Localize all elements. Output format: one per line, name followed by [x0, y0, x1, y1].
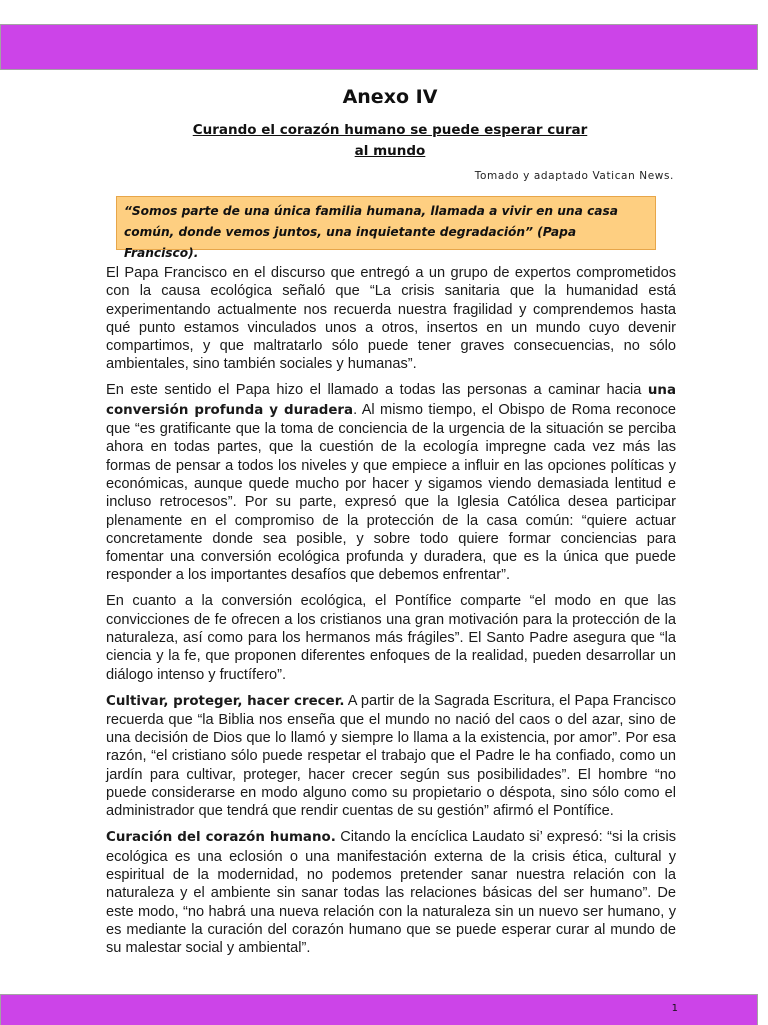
paragraph-1-text: El Papa Francisco en el discurso que entregó a un grupo de expertos comprometidos con la causa ecológica señaló que “La crisis sanitaria que la humanidad está experimentando actualmente nos recuerda nuestra fragilidad y comprendemos hasta qué punto estamos vinculados unos a otros, insertos en un mundo cuyo devenir compartimos, y que maltratarlo sólo puede tener graves consecuencias, no sólo ambientales, sino también sociales y humanas”. — [106, 265, 676, 373]
paragraph-4-text: A partir de la Sagrada Escritura, el Papa Francisco recuerda que “la Biblia nos enseña que el mundo no nació del caos o del azar, sino de una decisión de Dios que lo llamó y siempre lo llama a la existencia, por amor”. Por esa razón, “el cristiano sólo puede respetar el trabajo que el Padre le ha confiado, como un jardín para cultivar, proteger, hacer crecer según sus posibilidades”. El hombre “no puede considerarse en modo alguno como su propietario o déspota, sino sólo como el administrador que tendrá que rendir cuentas de su gestión” afirmó el Pontífice. — [106, 692, 676, 820]
article-body — [106, 264, 676, 965]
paragraph-3 — [106, 592, 676, 683]
page-subtitle: Curando el corazón humano se puede esperar curar al mundo — [192, 122, 588, 159]
page-title: Anexo IV — [342, 86, 438, 108]
paragraph-4-heading: Cultivar, proteger, hacer crecer. — [106, 693, 345, 709]
paragraph-3-text: En cuanto a la conversión ecológica, el Pontífice comparte “el modo en que las convicciones de fe ofrecen a los cristianos una gran motivación para la protección de la naturaleza, así como para los hermanos más frágiles”. El Santo Padre asegura que “la ciencia y la fe, que proponen diferentes enfoques de la realidad, pueden desarrollar un diálogo intenso y fructífero”. — [106, 593, 676, 683]
paragraph-2-emphasis: una conversión profunda y duradera — [106, 383, 676, 418]
paragraph-5-text: Citando la encíclica Laudato si’ expresó: “si la crisis ecológica es una eclosión o una manifestación externa de la crisis ética, cultural y espiritual de la modernidad, no podemos pretender sanar nuestra relación con la naturaleza y el ambiente sin sanar todas las relaciones básicas del ser humano”. De este modo, “no habrá una nueva relación con la naturaleza sin un nuevo ser humano, y es mediante la curación del corazón humano que se puede esperar curar al mundo de su malestar social y ambiental”. — [106, 829, 677, 957]
paragraph-1 — [106, 264, 676, 374]
paragraph-2-text-end: . Al mismo tiempo, el Obispo de Roma reconoce que “es gratificante que la toma de conciencia de la urgencia de la situación se perciba ahora en todas partes, que la cuestión de la ecología impregne cada vez más las formas de pensar a todos los niveles y que empiece a influir en las opciones políticas y económicas, aunque quede mucho por hacer y sigamos viendo demasiada lentitud e incluso retrocesos”. Por su parte, expresó que la Iglesia Católica desea participar plenamente en el compromiso de la protección de la casa común: “quiere actuar concretamente donde sea posible, y sobre todo quiere formar conciencias para fomentar una conversión ecológica profunda y duradera, que es la única que puede responder a los importantes desafíos que debemos enfrentar”. — [106, 401, 676, 584]
paragraph-2-text-start: En este sentido el Papa hizo el llamado a todas las personas a caminar hacia — [106, 382, 648, 399]
paragraph-5 — [106, 828, 676, 957]
source-attribution: Tomado y adaptado Vatican News. — [474, 170, 674, 182]
footer-band — [0, 994, 758, 1025]
paragraph-5-heading: Curación del corazón humano. — [106, 830, 336, 846]
header-band — [0, 24, 758, 70]
paragraph-2 — [106, 381, 676, 584]
quote-box — [116, 196, 656, 260]
quote-text: “Somos parte de una única familia humana, llamada a vivir en una casa común, donde vemos juntos, una inquietante degradación” (Papa Francisco). — [124, 204, 619, 260]
page-number: 1 — [671, 1003, 678, 1014]
paragraph-4 — [106, 692, 676, 821]
